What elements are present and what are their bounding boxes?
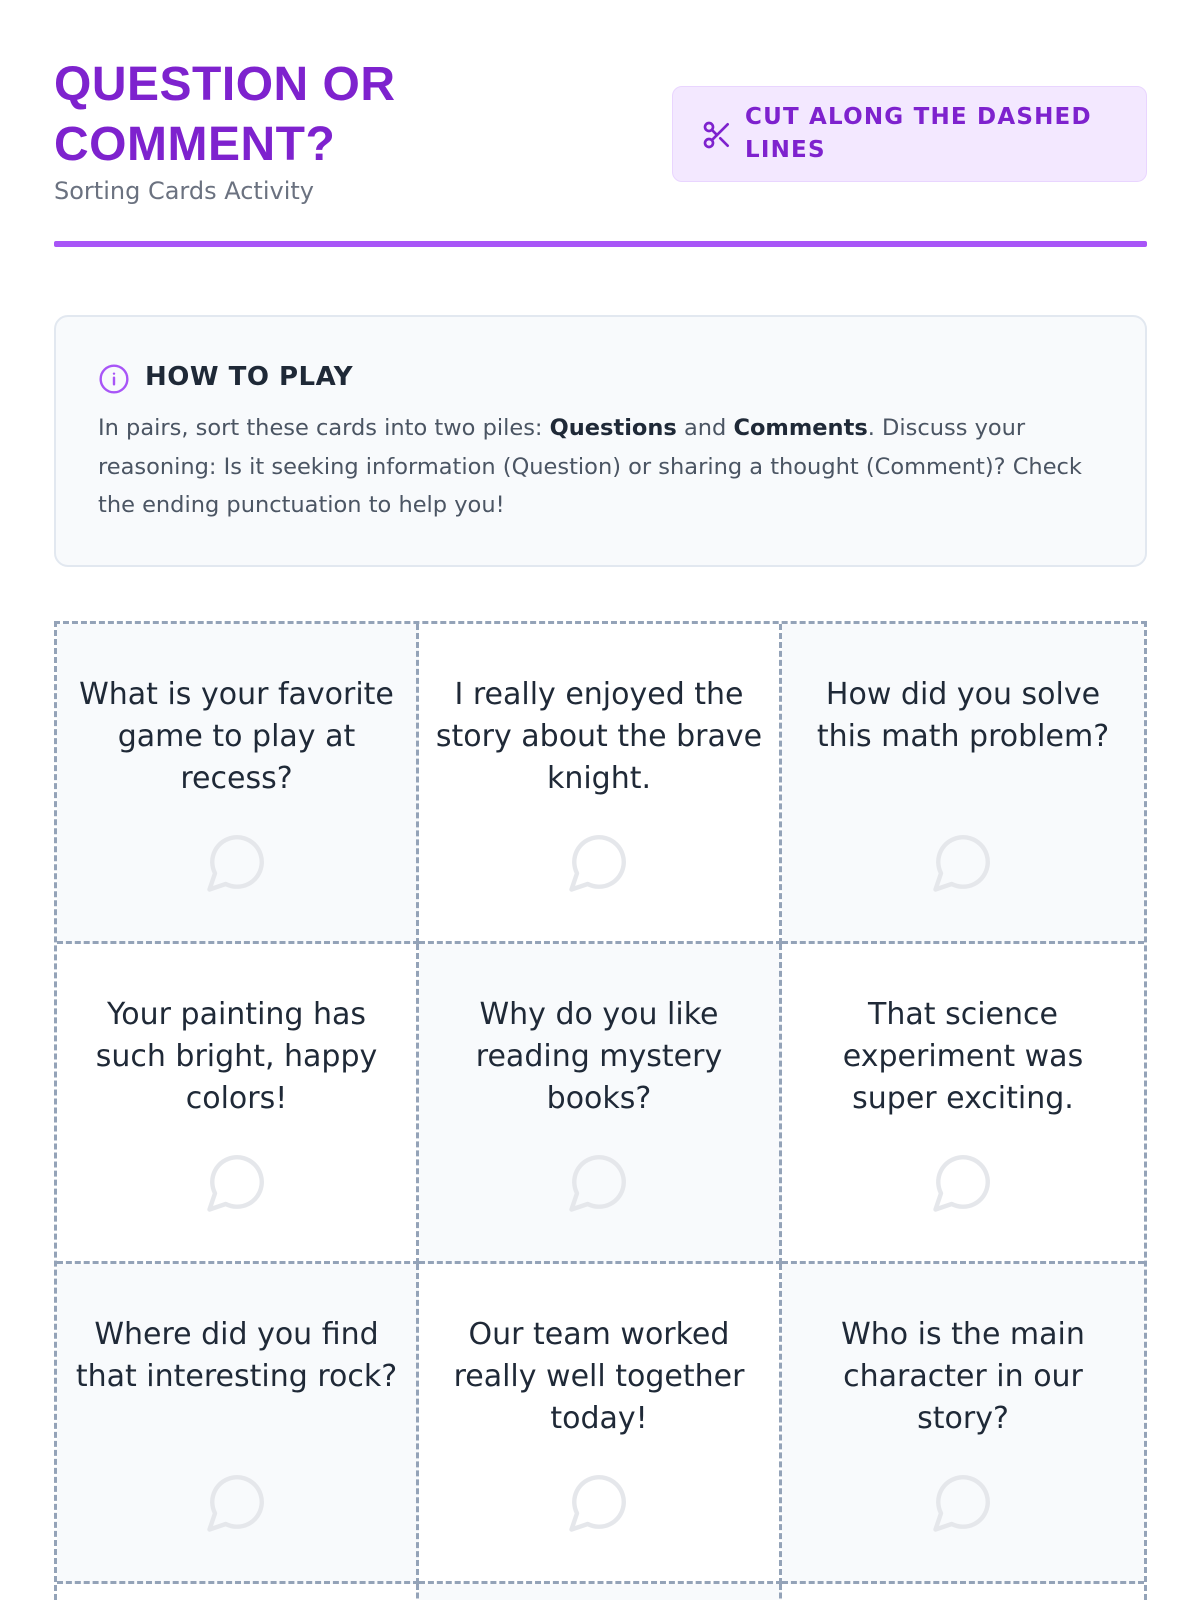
sorting-card: [57, 944, 419, 1264]
card-text: Our team worked really well together today!: [453, 1317, 745, 1436]
sorting-card: [57, 624, 419, 944]
card-text: That science experiment was super exciting.: [842, 997, 1084, 1116]
howto-bold-comments: Comments: [733, 415, 868, 441]
scissors-icon: [701, 119, 733, 151]
sorting-card: [782, 1264, 1144, 1584]
speech-bubble-icon: [566, 829, 632, 895]
card-text: Where did you find that interesting rock?: [75, 1317, 398, 1394]
page-title: QUESTION OR COMMENT?: [54, 58, 396, 171]
howto-text-part: In pairs, sort these cards into two piles:: [98, 415, 550, 441]
info-icon: [98, 363, 130, 395]
card-text: Your painting has such bright, happy colors!: [95, 997, 378, 1116]
header-divider: [54, 241, 1147, 247]
card-text: What is your favorite game to play at recess?: [79, 677, 394, 796]
header: [54, 55, 1147, 215]
how-to-play-box: [54, 315, 1147, 567]
how-to-play-title: HOW TO PLAY: [145, 362, 354, 392]
sorting-card: [419, 624, 782, 944]
howto-bold-questions: Questions: [549, 415, 677, 441]
page-subtitle: Sorting Cards Activity: [54, 177, 314, 205]
sorting-card: [782, 944, 1144, 1264]
sorting-card-partial: [419, 1584, 782, 1600]
card-text: Why do you like reading mystery books?: [475, 997, 723, 1116]
speech-bubble-icon: [566, 1149, 632, 1215]
cut-instruction-text: CUT ALONG THE DASHED LINES: [745, 104, 1092, 163]
speech-bubble-icon: [204, 1469, 270, 1535]
speech-bubble-icon: [930, 829, 996, 895]
speech-bubble-icon: [204, 829, 270, 895]
card-text: I really enjoyed the story about the brave knight.: [435, 677, 763, 796]
speech-bubble-icon: [204, 1149, 270, 1215]
sorting-card: [57, 1264, 419, 1584]
card-text: How did you solve this math problem?: [816, 677, 1110, 754]
sorting-card: [419, 944, 782, 1264]
speech-bubble-icon: [930, 1149, 996, 1215]
speech-bubble-icon: [930, 1469, 996, 1535]
card-grid: [54, 621, 1147, 1600]
howto-text-part: . Discuss your reasoning: Is it seeking information (Question) or sharing a thought (Comment)? Check the ending punctuation to help you!: [98, 415, 1082, 518]
card-text: Who is the main character in our story?: [841, 1317, 1085, 1436]
sorting-card-partial: [782, 1584, 1144, 1600]
speech-bubble-icon: [566, 1469, 632, 1535]
cut-instruction-badge: [672, 86, 1147, 182]
how-to-play-text: [98, 409, 1108, 525]
howto-text-part: and: [676, 415, 734, 441]
sorting-card-partial: [57, 1584, 419, 1600]
sorting-card: [419, 1264, 782, 1584]
sorting-card: [782, 624, 1144, 944]
